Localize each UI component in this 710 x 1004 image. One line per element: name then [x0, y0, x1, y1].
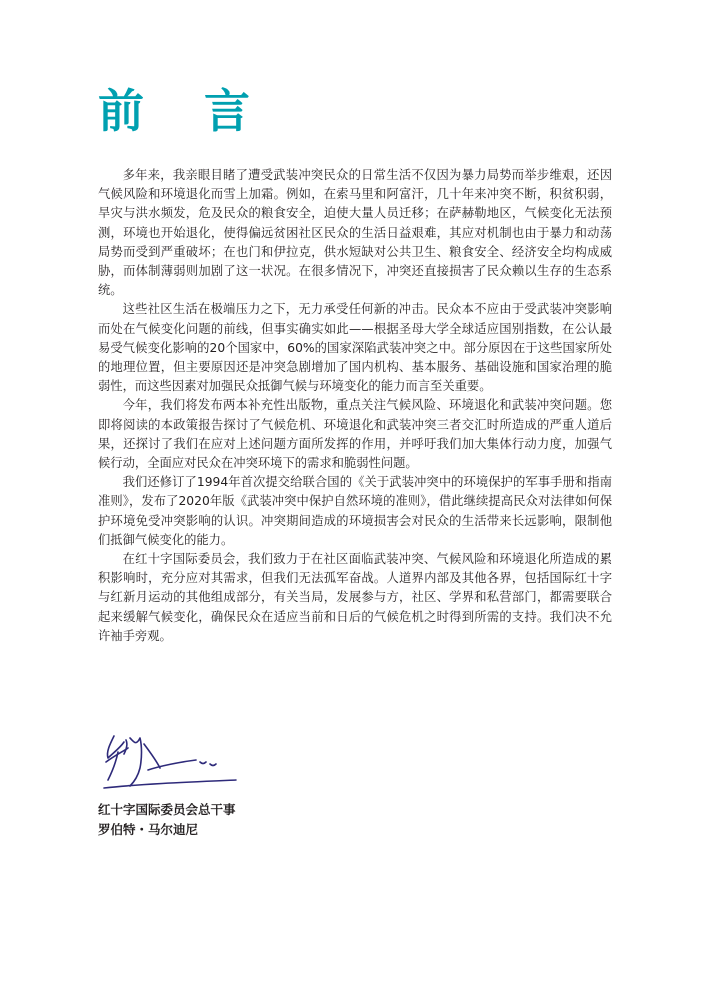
- handwritten-signature: [100, 730, 240, 800]
- paragraph: 今年，我们将发布两本补充性出版物，重点关注气候风险、环境退化和武装冲突问题。您即将阅读的本政策报告探讨了气候危机、环境退化和武装冲突三者交汇时所造成的严重人道后果，还探讨了我们在应对上述问题方面所发挥的作用，并呼吁我们加大集体行动力度，加强气候行动，全面应对民众在冲突环境下的需求和脆弱性问题。: [98, 398, 612, 471]
- paragraph: 这些社区生活在极端压力之下，无力承受任何新的冲击。民众本不应由于受武装冲突影响而处在气候变化问题的前线，但事实确实如此——根据圣母大学全球适应国别指数，在公认最易受气候变化影响的20个国家中，60%的国家深陷武装冲突之中。部分原因在于这些国家所处的地理位置，但主要原因还是冲突急剧增加了国内机构、基本服务、基础设施和国家治理的脆弱性，而这些因素对加强民众抵御气候与环境变化的能力而言至关重要。: [98, 302, 612, 394]
- paragraph: 多年来，我亲眼目睹了遭受武装冲突民众的日常生活不仅因为暴力局势而举步维艰，还因气候风险和环境退化而雪上加霜。例如，在索马里和阿富汗，几十年来冲突不断，积贫积弱，旱灾与洪水频发，危及民众的粮食安全，迫使大量人员迁移；在萨赫勒地区，气候变化无法预测，环境也开始退化，使得偏远贫困社区民众的生活日益艰难，其应对机制也由于暴力和动荡局势而受到严重破坏；在也门和伊拉克，供水短缺对公共卫生、粮食安全、经济安全均构成威胁，而体制薄弱则加剧了这一状况。在很多情况下，冲突还直接损害了民众赖以生存的生态系统。: [98, 168, 612, 298]
- signatory-title: 红十字国际委员会总干事: [98, 802, 236, 817]
- paragraph: 在红十字国际委员会，我们致力于在社区面临武装冲突、气候风险和环境退化所造成的累积影响时，充分应对其需求，但我们无法孤军奋战。人道界内部及其他各界，包括国际红十字与红新月运动的其他组成部分，有关当局，发展参与方，社区、学界和私营部门，都需要联合起来缓解气候变化，确保民众在适应当前和日后的气候危机之时得到所需的支持。我们决不允许袖手旁观。: [98, 552, 612, 643]
- page-title: 前 言: [98, 84, 273, 138]
- paragraph: 我们还修订了1994年首次提交给联合国的《关于武装冲突中的环境保护的军事手册和指南准则》，发布了2020年版《武装冲突中保护自然环境的准则》，借此继续提高民众对法律如何保护环境免受冲突影响的认识。冲突期间造成的环境损害会对民众的生活带来长远影响，限制他们抵御气候变化的能力。: [98, 475, 612, 547]
- body-text: [98, 166, 612, 646]
- signatory-name: 罗伯特・马尔迪尼: [98, 822, 199, 837]
